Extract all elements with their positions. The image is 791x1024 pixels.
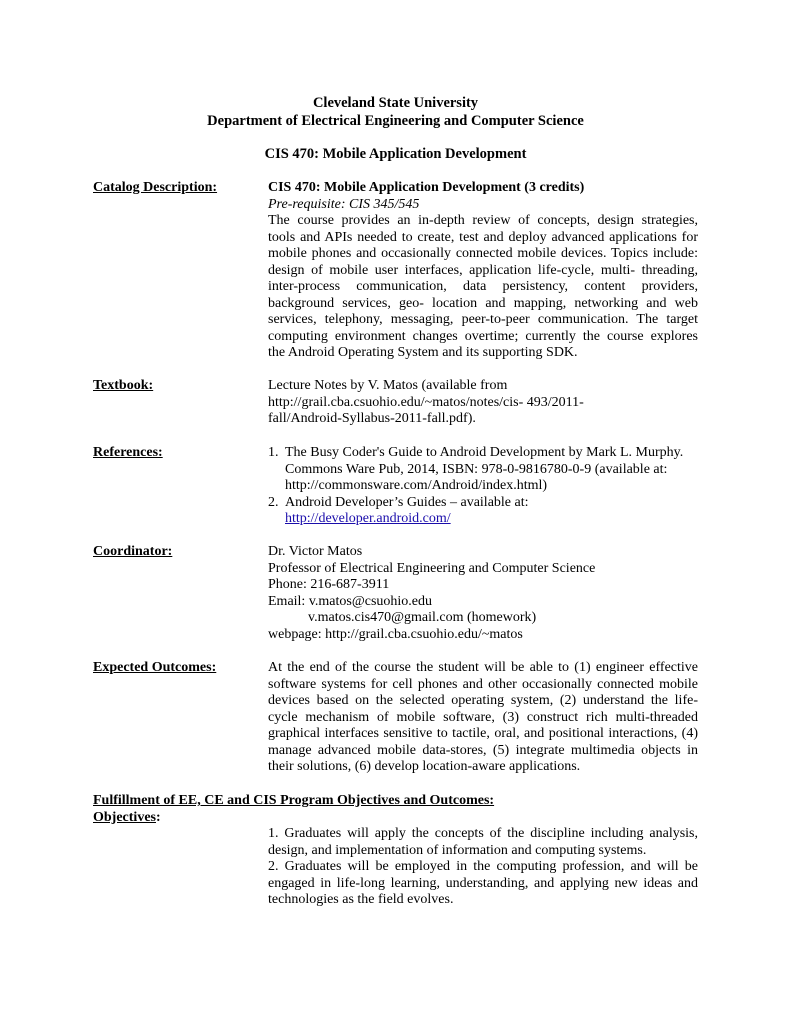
- department-name: Department of Electrical Engineering and Computer Science: [207, 113, 584, 129]
- outcomes-label: Expected Outcomes:: [93, 660, 217, 675]
- coordinator-webpage: webpage: http://grail.cba.csuohio.edu/~matos: [268, 626, 523, 642]
- coordinator-section: [268, 544, 698, 643]
- outcomes-line: At the end of the course the student will be able to (1) engineer effective: [268, 660, 698, 675]
- outcomes-line: devices based on the selected operating system, (2) understand the life-: [268, 693, 698, 708]
- android-developer-link[interactable]: http://developer.android.com/: [285, 511, 451, 526]
- outcomes-line: manage advanced mobile data-stores, (5) integrate multimedia objects in: [268, 742, 698, 758]
- prerequisite: Pre-requisite: CIS 345/545: [268, 196, 420, 212]
- catalog-label: Catalog Description:: [93, 180, 218, 195]
- catalog-heading: CIS 470: Mobile Application Development (3 credits): [268, 180, 585, 195]
- catalog-line: design of mobile user interfaces, application life-cycle, multi- threading,: [268, 262, 698, 278]
- catalog-line: computing environment changes overtime; currently the course explores: [268, 328, 698, 344]
- objective-line: 2. Graduates will be employed in the computing profession, and will be: [268, 859, 698, 874]
- coordinator-name: Dr. Victor Matos: [268, 544, 363, 559]
- coordinator-email-secondary: v.matos.cis470@gmail.com (homework): [308, 610, 537, 625]
- catalog-line: the Android Operating System and its supporting SDK.: [268, 345, 578, 360]
- outcomes-line: their solutions, (6) develop location-aware applications.: [268, 759, 581, 774]
- textbook-section: [268, 378, 698, 428]
- outcomes-line: graphical interfaces sensitive to tactile, oral, and positional interactions, (4): [268, 726, 698, 741]
- catalog-line: background services, geo- location and mapping, networking and web: [268, 295, 698, 311]
- catalog-line: The course provides an in-depth review of concepts, design strategies,: [268, 213, 698, 228]
- reference-number: 2.: [268, 494, 279, 510]
- reference-line: Commons Ware Pub, 2014, ISBN: 978-0-9816780-0-9 (available at:: [285, 461, 668, 477]
- objectives-label: Objectives: [93, 810, 156, 825]
- objective-line: technologies as the field evolves.: [268, 892, 454, 907]
- textbook-line: Lecture Notes by V. Matos (available from: [268, 378, 508, 393]
- coordinator-phone: Phone: 216-687-3911: [268, 577, 390, 592]
- outcomes-line: cycle mechanism of mobile software, (3) construct rich multi-threaded: [268, 709, 698, 725]
- catalog-section: [268, 180, 698, 362]
- outcomes-section: [268, 660, 698, 776]
- catalog-line: services, telephony, messaging, peer-to-peer communication. The target: [268, 312, 698, 327]
- objectives-colon: :: [155, 810, 161, 825]
- catalog-line: inter-process communication, data persistency, content providers,: [268, 279, 698, 294]
- catalog-line: tools and APIs needed to create, test and deploy advanced applications for: [268, 229, 698, 245]
- reference-item: [268, 495, 698, 528]
- outcomes-line: software systems for cell phones and other occasionally connected mobile: [268, 676, 698, 692]
- university-name: Cleveland State University: [312, 95, 479, 111]
- textbook-line: fall/Android-Syllabus-2011-fall.pdf).: [268, 411, 476, 426]
- reference-line: Android Developer’s Guides – available at:: [285, 494, 529, 510]
- objectives-label-wrap: [93, 810, 161, 827]
- objectives-section: [268, 826, 698, 909]
- coordinator-email: Email: v.matos@csuohio.edu: [268, 593, 433, 609]
- coordinator-label: Coordinator:: [93, 544, 173, 559]
- reference-line: The Busy Coder's Guide to Android Development by Mark L. Murphy.: [285, 445, 684, 460]
- references-label: References:: [93, 445, 163, 460]
- fulfillment-heading: Fulfillment of EE, CE and CIS Program Objectives and Outcomes:: [93, 793, 495, 808]
- catalog-line: mobile phones and occasionally connected mobile devices. Topics include:: [268, 246, 698, 261]
- objective-line: design, and implementation of information and computing systems.: [268, 842, 647, 858]
- coordinator-title: Professor of Electrical Engineering and Computer Science: [268, 560, 596, 576]
- textbook-label: Textbook:: [93, 378, 154, 393]
- reference-number: 1.: [268, 445, 279, 460]
- reference-item: [268, 445, 698, 495]
- objective-line: engaged in life-long learning, understanding, and applying new ideas and: [268, 875, 698, 891]
- textbook-line: http://grail.cba.csuohio.edu/~matos/notes/cis- 493/2011-: [268, 394, 584, 410]
- reference-line: http://commonsware.com/Android/index.html): [285, 478, 548, 493]
- objective-line: 1. Graduates will apply the concepts of the discipline including analysis,: [268, 826, 698, 841]
- course-title: CIS 470: Mobile Application Development: [264, 146, 527, 162]
- references-section: [268, 445, 698, 528]
